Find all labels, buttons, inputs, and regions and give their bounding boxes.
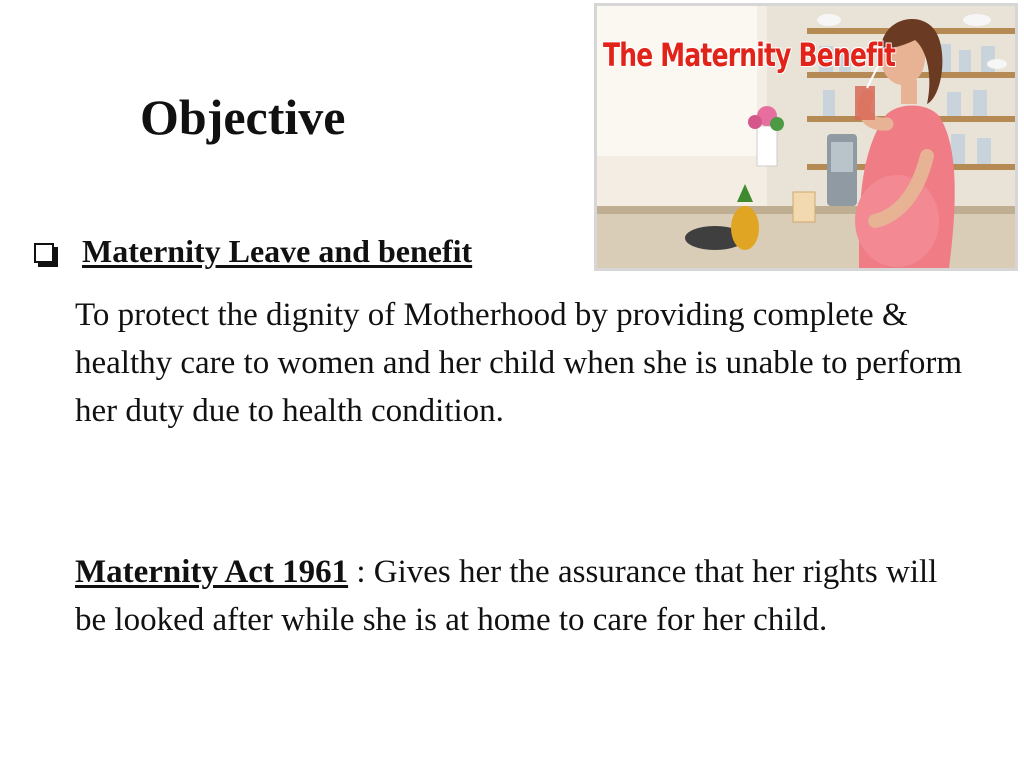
maternity-act-text: : Gives her the assurance that her rights will be looked after while she is at home to care for her child. xyxy=(75,554,938,638)
photo-caption: The Maternity Benefit xyxy=(603,36,896,74)
pregnant-woman-photo xyxy=(594,3,1018,271)
slide-title: Objective xyxy=(140,89,346,145)
maternity-act-paragraph xyxy=(75,548,975,644)
maternity-act-title: Maternity Act 1961 xyxy=(75,554,349,590)
bullet-heading: Maternity Leave and benefit xyxy=(82,233,473,269)
square-bullet-icon xyxy=(34,243,54,263)
objective-paragraph: To protect the dignity of Motherhood by providing complete & healthy care to women and her child when she is unable to perform her duty due to health condition. xyxy=(75,297,963,429)
bullet-row xyxy=(34,233,472,270)
